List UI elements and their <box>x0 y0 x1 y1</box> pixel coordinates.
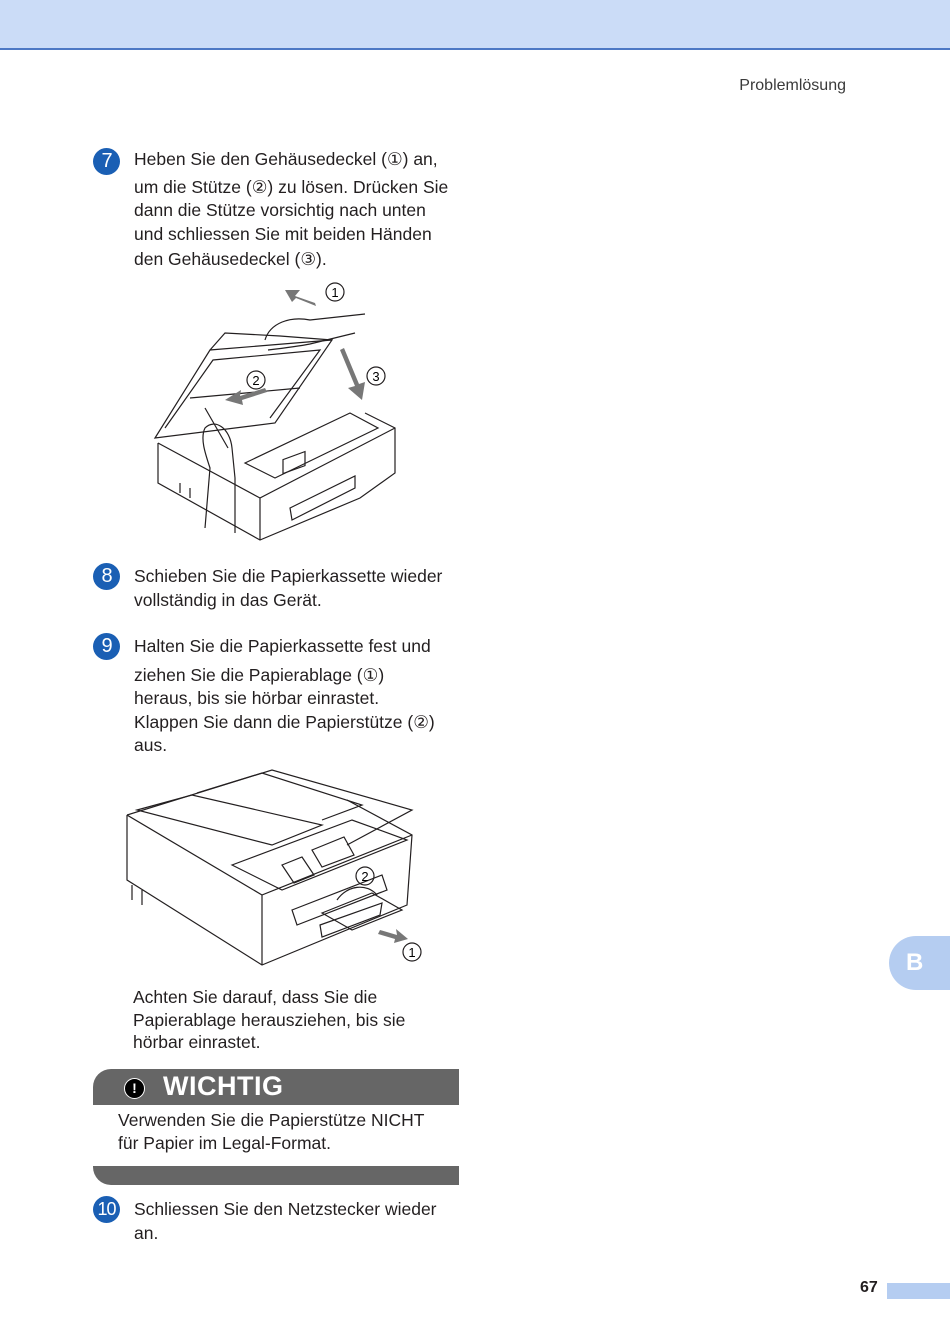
step-number-badge: 7 <box>93 148 120 175</box>
step-number-badge: 9 <box>93 633 120 660</box>
callout-1: 1 <box>408 945 416 960</box>
warning-header <box>93 1069 459 1105</box>
step-number-badge: 10 <box>93 1196 120 1223</box>
step-text: Schieben Sie die Papierkassette wieder vollständig in das Gerät. <box>134 566 443 610</box>
step-text: Schliessen Sie den Netzstecker wieder an. <box>134 1199 437 1243</box>
page-number: 67 <box>860 1279 878 1296</box>
warning-footer-bar <box>93 1166 459 1185</box>
figure-paper-tray <box>122 765 427 973</box>
step-number-badge: 8 <box>93 563 120 590</box>
callout-2: 2 <box>252 373 260 388</box>
note-text: Achten Sie darauf, dass Sie die Papierablage herausziehen, bis sie hörbar einrastet. <box>133 987 406 1052</box>
figure-scanner-cover <box>150 278 400 546</box>
page-number-bar <box>887 1283 950 1299</box>
warning-title: WICHTIG <box>163 1071 284 1101</box>
step-text: Halten Sie die Papierkassette fest und ziehen Sie die Papierablage (①) heraus, bis sie hörbar einrastet. Klappen Sie dann die Papierstütze (②) aus. <box>134 636 435 755</box>
chapter-tab: B <box>889 936 950 990</box>
exclamation-icon: ! <box>124 1078 145 1099</box>
callout-2: 2 <box>361 869 369 884</box>
callout-1: 1 <box>331 285 339 300</box>
top-banner <box>0 0 950 50</box>
warning-text: Verwenden Sie die Papierstütze NICHT für Papier im Legal-Format. <box>118 1110 425 1153</box>
callout-3: 3 <box>372 369 380 384</box>
step-text: Heben Sie den Gehäusedeckel (①) an, um die Stütze (②) zu lösen. Drücken Sie dann die Stütze vorsichtig nach unten und schliessen Sie mit beiden Händen den Gehäusedeckel (③). <box>134 149 449 269</box>
section-header: Problemlösung <box>739 77 846 94</box>
